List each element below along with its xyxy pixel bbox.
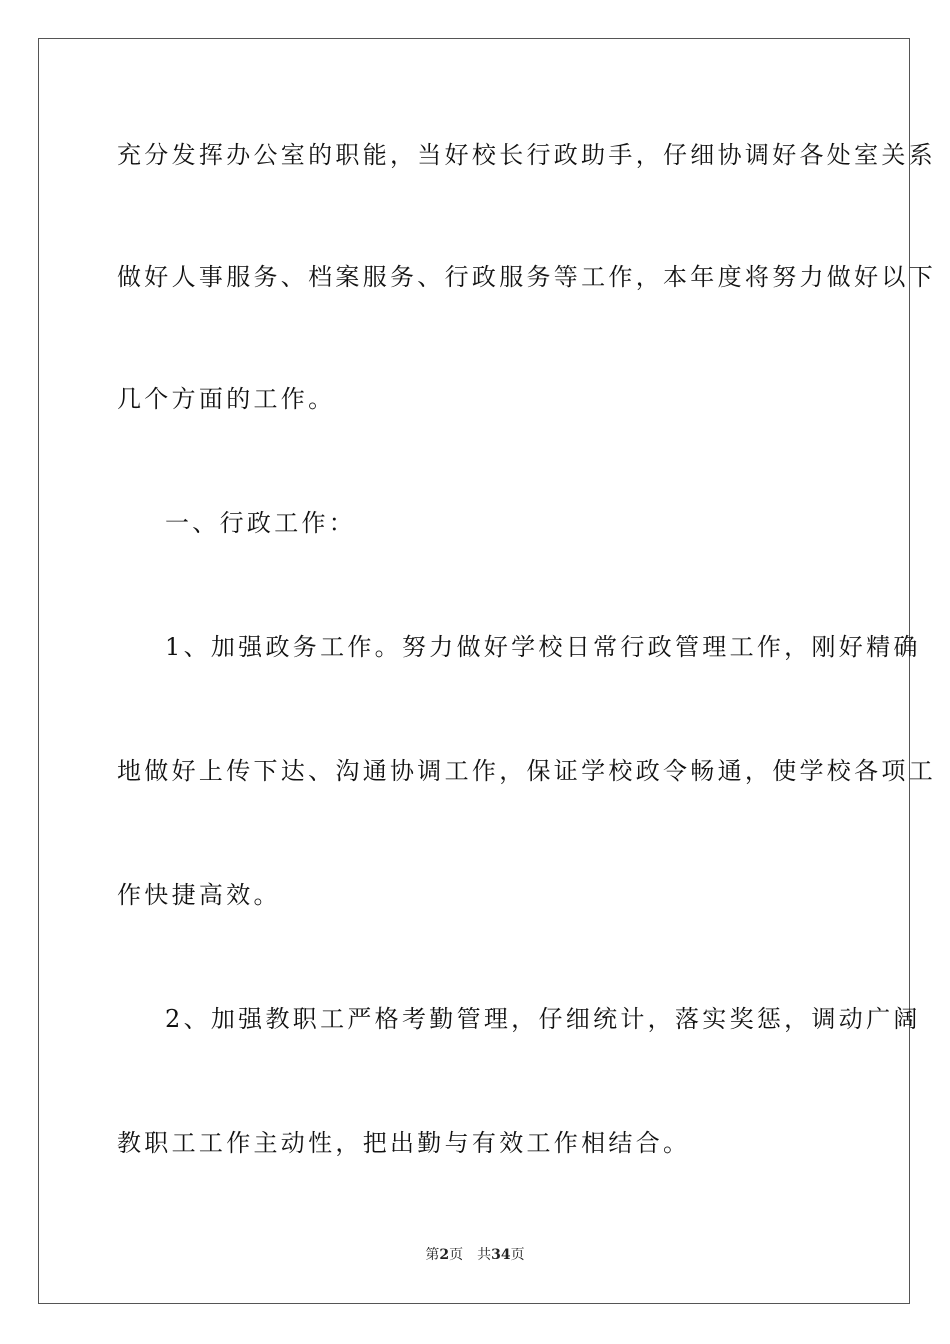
text-line-3: 几个方面的工作。 — [117, 385, 336, 413]
section-heading: 一、行政工作： — [165, 509, 357, 537]
total-suffix: 页 — [510, 1247, 525, 1263]
page-border — [38, 38, 910, 1304]
text-line-9: 教职工工作主动性，把出勤与有效工作相结合。 — [117, 1129, 691, 1157]
page-suffix: 页 — [449, 1247, 464, 1263]
page-number: 2 — [439, 1247, 450, 1263]
text-line-2: 做好人事服务、档案服务、行政服务等工作，本年度将努力做好以下 — [117, 263, 936, 291]
text-line-5: 1、加强政务工作。努力做好学校日常行政管理工作，刚好精确 — [165, 633, 921, 661]
text-line-1: 充分发挥办公室的职能，当好校长行政助手，仔细协调好各处室关系 — [117, 141, 936, 169]
text-line-6: 地做好上传下达、沟通协调工作，保证学校政令畅通，使学校各项工 — [117, 757, 936, 785]
total-pages: 34 — [491, 1247, 511, 1263]
total-prefix: 共 — [477, 1247, 492, 1263]
page-footer — [0, 1246, 950, 1264]
text-line-8: 2、加强教职工严格考勤管理，仔细统计，落实奖惩，调动广阔 — [165, 1005, 921, 1033]
text-line-7: 作快捷高效。 — [117, 881, 281, 909]
page-prefix: 第 — [425, 1247, 440, 1263]
